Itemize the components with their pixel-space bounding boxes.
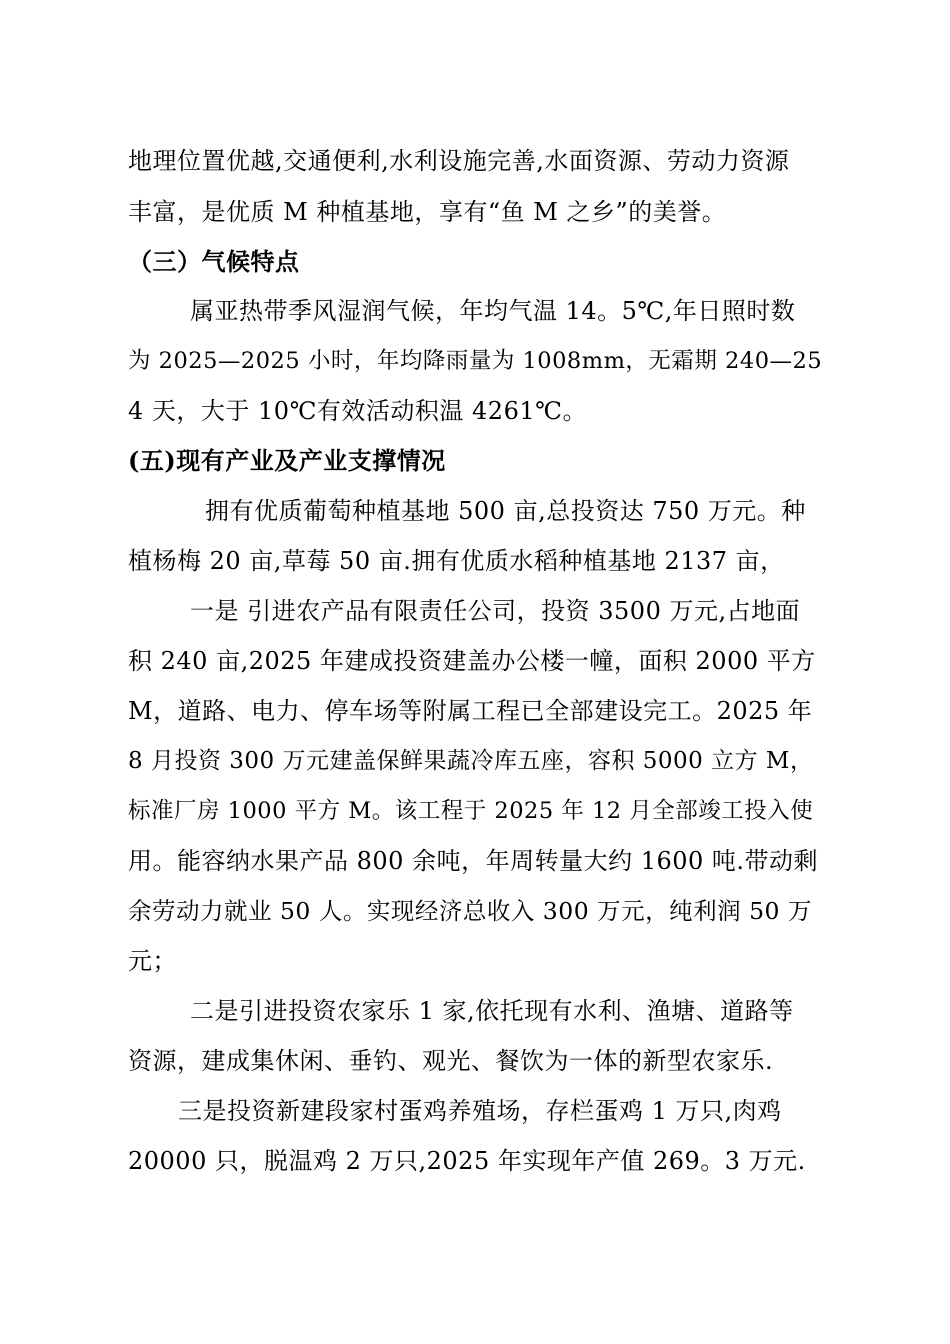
- section-heading-climate: （三）气候特点: [128, 247, 300, 276]
- text-line: 积 240 亩,2025 年建成投资建盖办公楼一幢，面积 2000 平方: [128, 647, 816, 675]
- text-line: 余劳动力就业 50 人。实现经济总收入 300 万元，纯利润 50 万: [128, 897, 812, 925]
- text-line: 属亚热带季风湿润气候，年均气温 14。5℃,年日照时数: [190, 297, 796, 325]
- text-line: 三是投资新建段家村蛋鸡养殖场，存栏蛋鸡 1 万只,肉鸡: [178, 1097, 782, 1125]
- text-line: M，道路、电力、停车场等附属工程已全部建设完工。2025 年: [128, 697, 813, 725]
- text-line: 拥有优质葡萄种植基地 500 亩,总投资达 750 万元。种: [205, 497, 806, 525]
- text-line: 元；: [128, 947, 177, 975]
- text-line: 8 月投资 300 万元建盖保鲜果蔬冷库五座，容积 5000 立方 M，: [128, 748, 814, 774]
- text-line: 20000 只，脱温鸡 2 万只,2025 年实现年产值 269。3 万元.: [128, 1147, 806, 1175]
- text-line: 4 天，大于 10℃有效活动积温 4261℃。: [128, 397, 587, 425]
- text-line: 一是 引进农产品有限责任公司，投资 3500 万元,占地面: [190, 597, 801, 625]
- section-heading-industry: (五)现有产业及产业支撑情况: [128, 446, 446, 475]
- text-line: 用。能容纳水果产品 800 余吨，年周转量大约 1600 吨.带动剩: [128, 847, 819, 875]
- text-line: 为 2025—2025 小时，年均降雨量为 1008mm，无霜期 240—25: [128, 348, 823, 374]
- text-line: 二是引进投资农家乐 1 家,依托现有水利、渔塘、道路等: [190, 997, 794, 1025]
- text-line: 植杨梅 20 亩,草莓 50 亩.拥有优质水稻种植基地 2137 亩，: [128, 547, 785, 575]
- text-line: 标准厂房 1000 平方 M。该工程于 2025 年 12 月全部竣工投入使: [128, 798, 814, 824]
- text-line: 地理位置优越,交通便利,水利设施完善,水面资源、劳动力资源: [128, 147, 790, 175]
- text-line: 丰富，是优质 M 种植基地，享有“鱼 M 之乡”的美誉。: [128, 198, 727, 226]
- text-line: 资源，建成集休闲、垂钓、观光、餐饮为一体的新型农家乐.: [128, 1047, 774, 1075]
